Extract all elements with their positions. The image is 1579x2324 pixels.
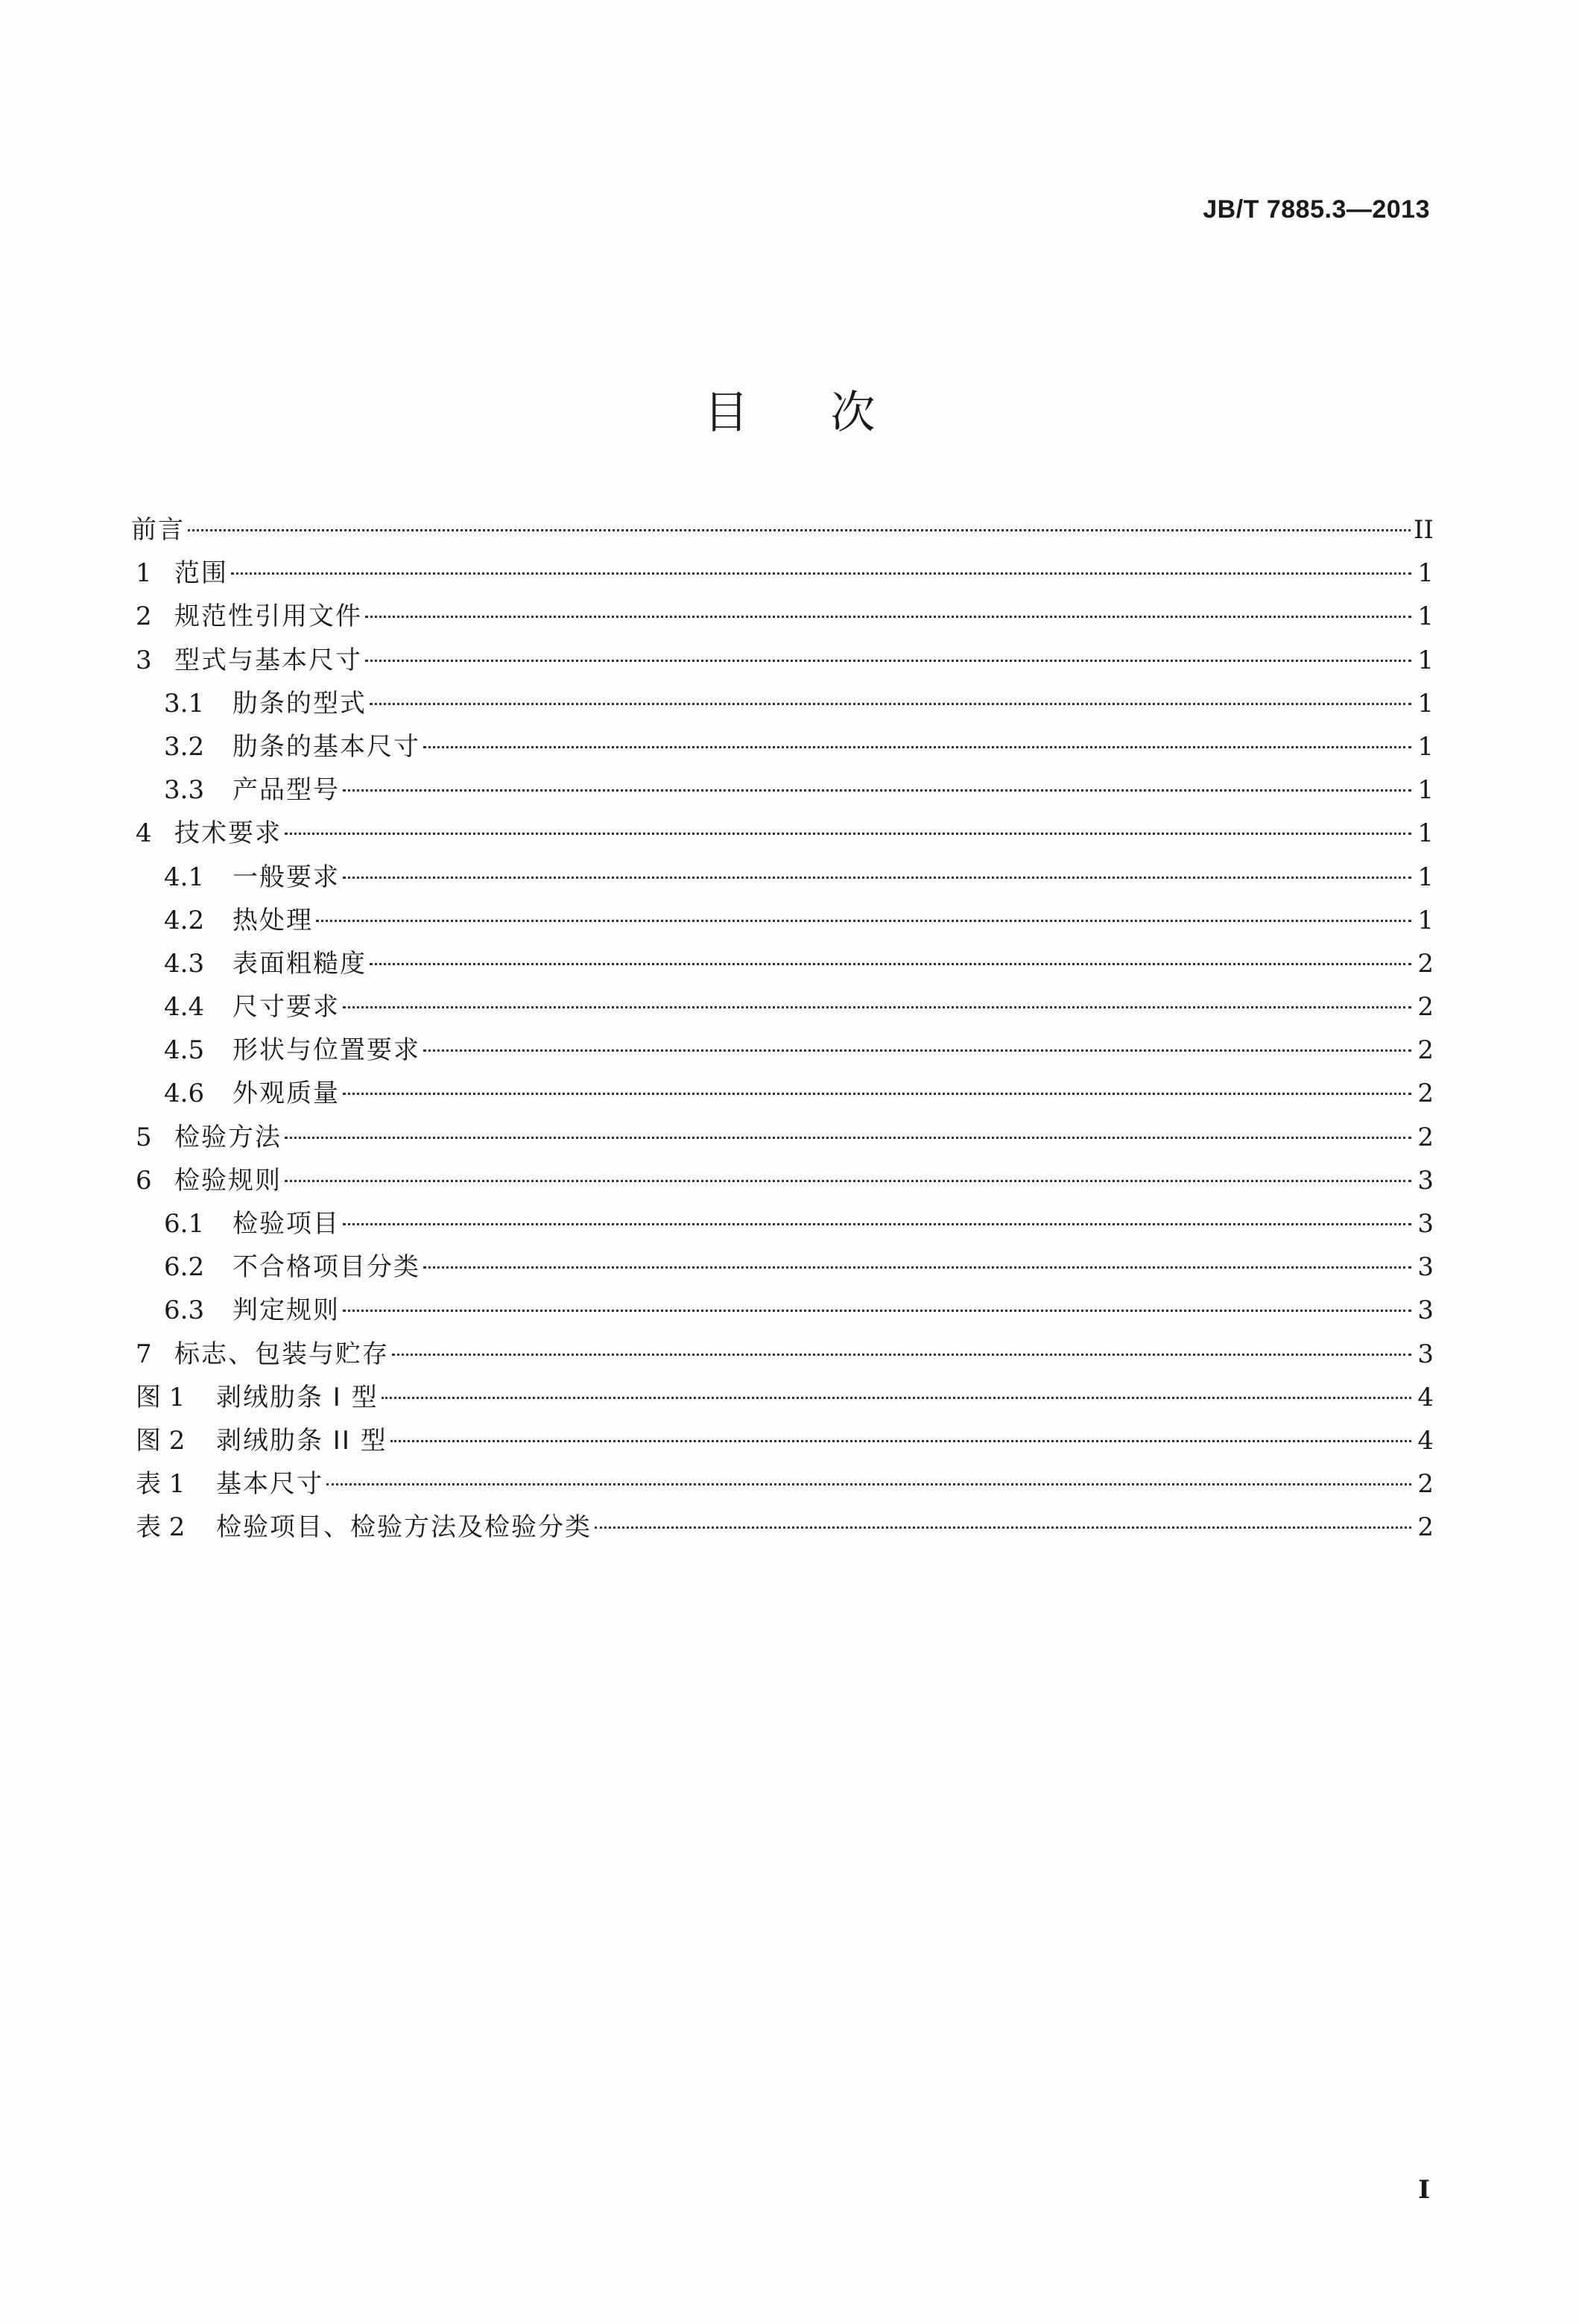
toc-entry-title: 标志、包装与贮存 [174,1339,389,1369]
toc-entry-page: 1 [1417,558,1434,589]
toc-entry-page: 3 [1417,1295,1434,1326]
toc-entry-number: 表 1 [136,1469,186,1500]
toc-entry-title: 不合格项目分类 [232,1252,420,1283]
dot-leader [365,660,1411,662]
toc-entry-number: 2 [136,601,152,632]
toc-entry-title: 产品型号 [232,775,340,806]
dot-leader [365,616,1411,618]
toc-entry-title: 检验项目、检验方法及检验分类 [216,1512,592,1543]
toc-entry-page: 1 [1417,688,1434,719]
toc-entry-page: 1 [1417,645,1434,675]
toc-entry-page: 1 [1417,601,1434,632]
dot-leader [285,1180,1411,1182]
toc-entry-number: 3 [136,645,152,675]
toc-entry[interactable] [131,1202,1434,1245]
dot-leader [231,572,1411,575]
toc-entry[interactable] [131,768,1434,812]
dot-leader [285,833,1411,835]
toc-entry-title: 外观质量 [232,1079,340,1109]
dot-leader [343,1223,1411,1225]
toc-entry-title: 基本尺寸 [216,1469,323,1500]
toc-entry-page: 1 [1417,862,1434,892]
toc-entry-page: 3 [1417,1252,1434,1283]
dot-leader [390,1440,1411,1442]
toc-entry-title: 判定规则 [232,1295,340,1326]
toc-entry-number: 4.6 [164,1079,205,1109]
toc-entry-title: 前言 [131,515,185,545]
toc-entry-number: 4.5 [164,1035,205,1066]
toc-entry-page: 4 [1417,1425,1434,1456]
dot-leader [423,1266,1411,1269]
toc-title: 目次 [703,387,958,439]
toc-entry[interactable] [131,1506,1434,1549]
toc-entry[interactable] [131,1245,1434,1289]
toc-entry[interactable] [131,899,1434,942]
toc-entry[interactable] [131,508,1434,552]
toc-entry-title: 表面粗糙度 [232,948,367,979]
toc-entry-number: 6 [136,1165,152,1196]
toc-entry[interactable] [131,1116,1434,1159]
toc-entry[interactable] [131,1072,1434,1115]
dot-leader [392,1354,1411,1356]
toc-entry-title: 尺寸要求 [232,992,340,1023]
toc-entry[interactable] [131,1462,1434,1506]
toc-entry[interactable] [131,725,1434,768]
toc-entry[interactable] [131,942,1434,985]
toc-entry-title: 范围 [174,558,228,589]
dot-leader [326,1483,1411,1485]
toc-entry-title: 剥绒肋条 I 型 [216,1382,379,1412]
toc-entry-title: 技术要求 [174,818,282,849]
dot-leader [343,877,1411,879]
dot-leader [423,746,1411,748]
dot-leader [343,1310,1411,1312]
toc-entry-title: 一般要求 [232,862,340,892]
toc-entry[interactable] [131,682,1434,725]
toc-entry[interactable] [131,856,1434,899]
toc-entry-page: 1 [1417,731,1434,762]
toc-entry[interactable] [131,1159,1434,1202]
toc-entry-page: 2 [1417,1469,1434,1500]
toc-entry[interactable] [131,552,1434,595]
toc-entry-number: 图 1 [136,1382,186,1412]
toc-entry-page: 2 [1417,948,1434,979]
toc-entry[interactable] [131,1029,1434,1072]
toc-entry-page: 2 [1417,1079,1434,1109]
toc-entry-number: 图 2 [136,1425,186,1456]
toc-entry[interactable] [131,985,1434,1029]
toc-entry-title: 热处理 [232,905,313,935]
dot-leader [343,1093,1411,1095]
toc-entry[interactable] [131,595,1434,638]
toc-entry-title: 形状与位置要求 [232,1035,420,1066]
toc-entry-page: 2 [1417,992,1434,1023]
toc-entry-title: 检验规则 [174,1165,282,1196]
toc-entry-page: 3 [1417,1209,1434,1239]
toc-entry-page: 3 [1417,1339,1434,1369]
toc-entry-page: 1 [1417,775,1434,806]
toc-entry-title: 型式与基本尺寸 [174,645,362,675]
toc-entry-number: 3.3 [164,775,205,806]
toc-entry-number: 1 [136,558,152,589]
toc-entry-number: 4.1 [164,862,205,892]
toc-entry-number: 5 [136,1122,152,1152]
toc-entry-number: 3.2 [164,731,205,762]
toc-entry-number: 7 [136,1339,152,1369]
dot-leader [316,920,1411,922]
toc-entry-title: 肋条的基本尺寸 [232,731,420,762]
dot-leader [188,529,1411,531]
toc-entry-number: 6.3 [164,1295,205,1326]
dot-leader [382,1397,1411,1399]
toc-entry-title: 规范性引用文件 [174,601,362,632]
toc-entry-page: 2 [1417,1035,1434,1066]
dot-leader [370,703,1411,705]
toc-entry[interactable] [131,1289,1434,1332]
toc-entry-page: 1 [1417,905,1434,935]
toc-entry-number: 4.3 [164,948,205,979]
toc-entry-page: 2 [1417,1512,1434,1543]
dot-leader [343,789,1411,792]
toc-entry-number: 表 2 [136,1512,186,1543]
dot-leader [343,1006,1411,1008]
dot-leader [370,963,1411,965]
dot-leader [595,1526,1411,1529]
toc-entry-page: 3 [1417,1165,1434,1196]
toc-entry[interactable] [131,1376,1434,1419]
dot-leader [285,1137,1411,1139]
toc-entry-title: 检验方法 [174,1122,282,1152]
toc-entry-title: 剥绒肋条 II 型 [216,1425,387,1456]
toc-entry[interactable] [131,812,1434,855]
toc-entry[interactable] [131,1333,1434,1376]
toc-entry-number: 4 [136,818,152,849]
toc-entry-number: 4.2 [164,905,205,935]
toc-entry-title: 肋条的型式 [232,688,367,719]
toc-entry-number: 4.4 [164,992,205,1023]
table-of-contents [131,508,1434,1550]
toc-entry-page: 2 [1417,1122,1434,1152]
toc-entry[interactable] [131,639,1434,682]
dot-leader [423,1049,1411,1052]
toc-entry-title: 检验项目 [232,1209,340,1239]
toc-entry-number: 6.1 [164,1209,205,1239]
page-number: I [1418,2175,1430,2205]
toc-entry-number: 6.2 [164,1252,205,1283]
toc-entry-page: 1 [1417,818,1434,849]
toc-entry[interactable] [131,1419,1434,1462]
standard-number: JB/T 7885.3—2013 [1203,195,1430,224]
toc-entry-page: II [1414,515,1434,545]
toc-entry-page: 4 [1417,1382,1434,1412]
toc-entry-number: 3.1 [164,688,205,719]
